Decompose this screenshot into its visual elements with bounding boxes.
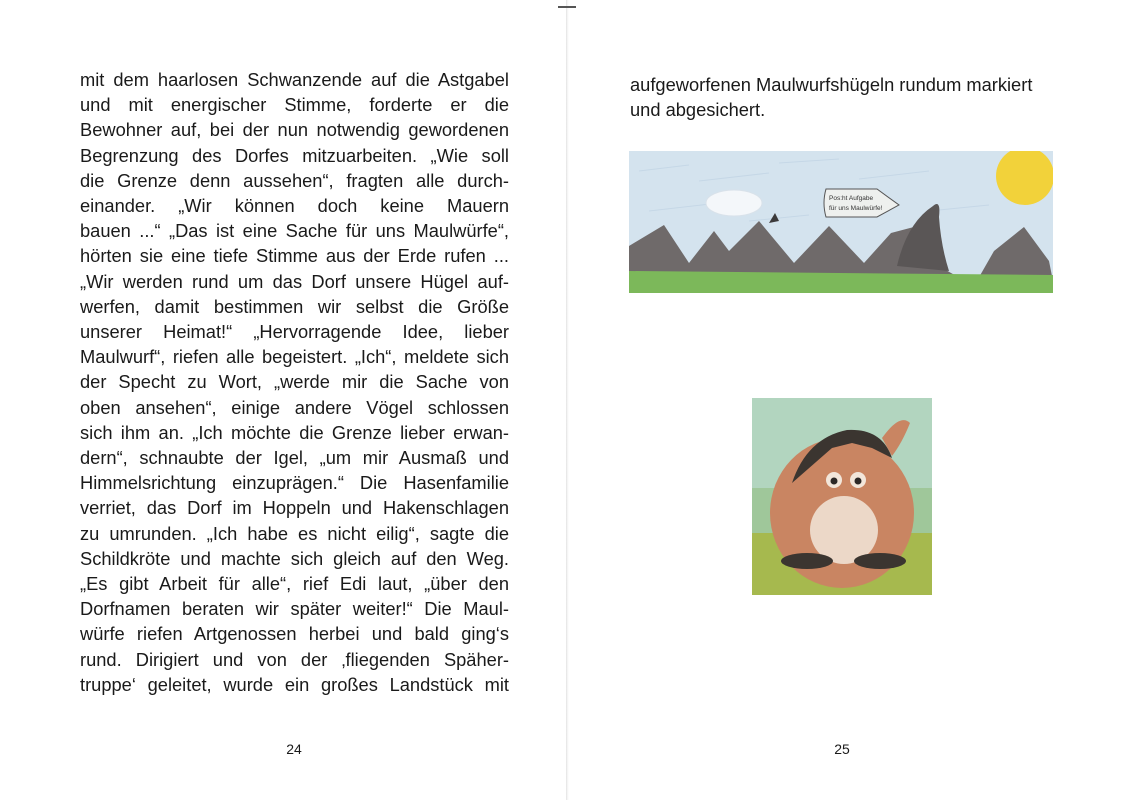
text-line: einander. „Wir können doch keine Mauern [80,195,509,217]
text-line: Begrenzung des Dorfes mitzuarbeiten. „Wie soll [80,144,509,166]
right-page [566,0,1132,800]
right-page-text [630,72,1070,122]
belly [810,496,878,564]
text-line: mit dem haarlosen Schwanzende auf die Astgabel [80,69,509,90]
landscape-drawing [629,151,1053,293]
text-line: werfen, damit bestimmen wir selbst die Größe [80,295,509,317]
text-line: unserer Heimat!“ „Hervorragende Idee, lieber [80,321,509,343]
page-number-left: 24 [286,741,302,757]
foot-left [781,553,833,569]
text-line: zu umrunden. „Ich habe es nicht eilig“, sagte die [80,522,509,544]
text-line: Himmelsrichtung einzuprägen.“ Die Hasenfamilie [80,472,509,494]
text-line: Dorfnamen beraten wir später weiter!“ Die Maul- [80,598,509,620]
left-page-text [80,67,509,697]
molehill-landscape-illustration [629,151,1053,293]
speech-bubble-line: Pos:ht Aufgabe [829,195,874,202]
pupil-left [831,478,838,485]
text-line: dern“, schnaubte der Igel, „um mir Ausmaß und [80,447,509,469]
speech-bubble-line: für uns Maulwürfe! [829,205,883,212]
text-line: die Grenze denn aussehen“, fragten alle durch- [80,169,509,191]
text-line: „Es gibt Arbeit für alle“, rief Edi laut, „über den [80,573,509,595]
pupil-right [855,478,862,485]
cloud [706,190,762,216]
text-line: „Wir werden rund um das Dorf unsere Hügel auf- [80,270,509,292]
text-line: Bewohner auf, bei der nun notwendig gewordenen [80,119,509,141]
text-line: bauen ...“ „Das ist eine Sache für uns Maulwürfe“, [80,220,509,242]
foot-right [854,553,906,569]
text-line: Schildkröte und machte sich gleich auf den Weg. [80,547,509,569]
text-line: der Specht zu Wort, „werde mir die Sache von [80,371,509,393]
text-line: und abgesichert. [630,99,766,121]
text-line: hörten sie eine tiefe Stimme aus der Erde rufen ... [80,245,509,267]
text-line: würfe riefen Artgenossen herbei und bald ging‘s [80,623,509,645]
text-line: und mit energischer Stimme, forderte er die [80,94,509,116]
text-line: oben ansehen“, einige andere Vögel schlossen [80,396,509,418]
text-line: truppe‘ geleitet, wurde ein großes Landstück mit [80,673,509,695]
text-line: aufgeworfenen Maulwurfshügeln rundum markiert [630,74,1033,95]
text-line: rund. Dirigiert und von der ‚fliegenden Späher- [80,648,509,670]
text-line: Maulwurf“, riefen alle begeistert. „Ich“, meldete sich [80,346,509,368]
page-number-right: 25 [834,741,850,757]
hedgehog-drawing [752,398,932,595]
text-line: verriet, das Dorf im Hoppeln und Hakenschlagen [80,497,509,519]
hedgehog-illustration [752,398,932,595]
text-line: sich ihm an. „Ich möchte die Grenze lieber erwan- [80,421,509,443]
